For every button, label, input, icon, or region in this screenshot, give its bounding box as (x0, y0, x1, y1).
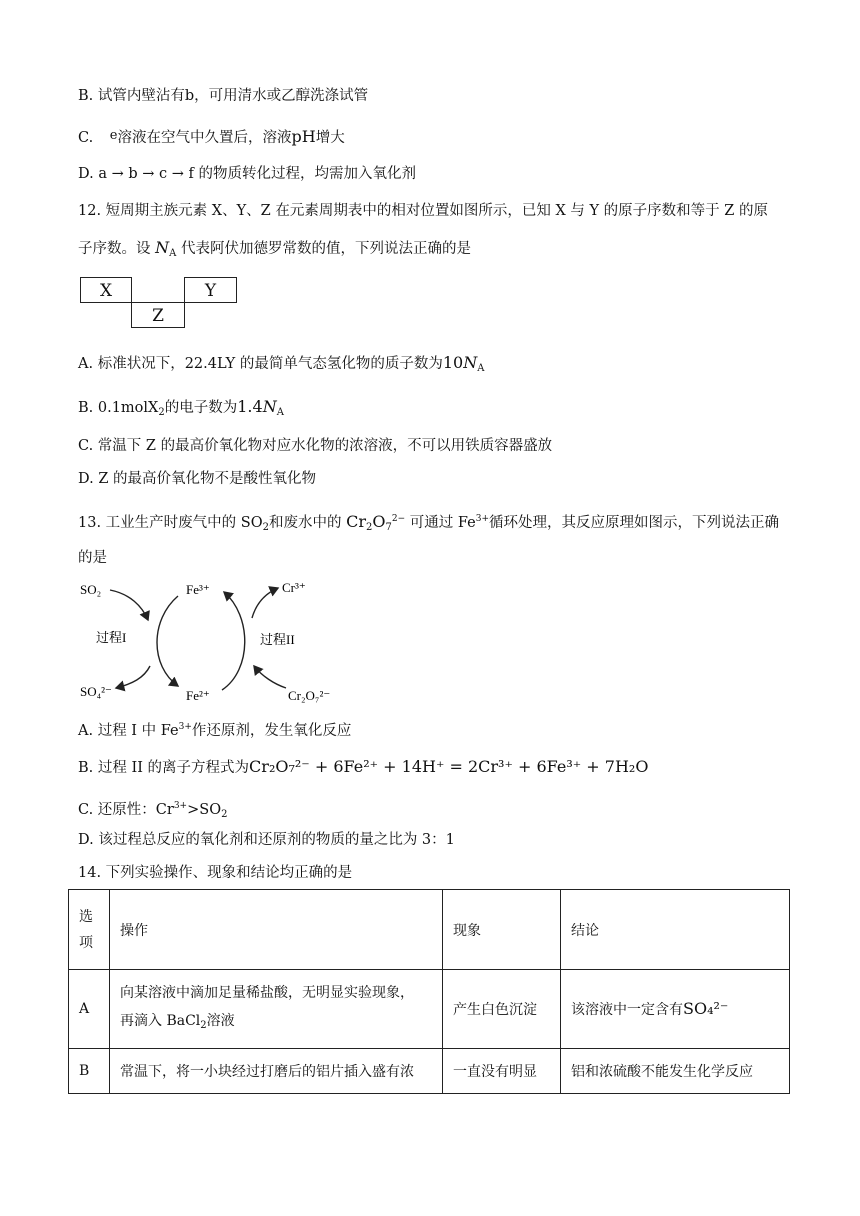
q11-option-c-ph: pH (291, 127, 316, 146)
row-b-conclusion: 铝和浓硫酸不能发生化学反应 (561, 1049, 790, 1094)
subscript: 2 (200, 1019, 207, 1031)
periodic-box-z: Z (131, 302, 185, 328)
arrow-so4-out (116, 666, 150, 688)
subscript: 2 (158, 407, 165, 418)
label-cr2o7: Cr₂O₇²⁻ (288, 688, 331, 703)
na-subscript: A (276, 407, 284, 418)
na-symbol: N (262, 397, 277, 416)
q11-option-d: D. a → b → c → f 的物质转化过程，均需加入氧化剂 (78, 166, 416, 182)
subscript: 2 (365, 522, 373, 533)
row-a-operation-line1: 向某溶液中滴加足量稀盐酸，无明显实验现象， (120, 984, 414, 1001)
q13-option-c-text: C. 还原性：Cr (78, 802, 174, 818)
q12-stem-text: 子序数。设 (78, 241, 151, 257)
q13-option-a-text: A. 过程 I 中 Fe (78, 723, 179, 739)
label-so4: SO₄²⁻ (80, 684, 112, 699)
label-process-1: 过程I (96, 630, 127, 645)
dichromate-formula (346, 512, 405, 531)
label-so2: SO₂ (80, 582, 102, 597)
arrow-fe3-to-fe2 (157, 596, 178, 686)
q12-stem-text-end: 代表阿伏加德罗常数的值，下列说法正确的是 (180, 241, 471, 257)
subscript: 2 (221, 809, 228, 820)
q11-option-c-label: C. (78, 130, 94, 146)
table-header-row (69, 890, 790, 970)
label-process-2: 过程II (260, 632, 295, 647)
row-a-label: A (69, 970, 110, 1049)
row-b-phenomenon: 一直没有明显 (443, 1049, 561, 1094)
row-a-phenomenon: 产生白色沉淀 (443, 970, 561, 1049)
label-fe2-bottom: Fe²⁺ (186, 688, 210, 703)
q12-option-a-number: 10 (442, 353, 464, 372)
superscript: 3+ (178, 722, 192, 732)
na-symbol: N (463, 353, 478, 372)
q13-option-b (78, 757, 648, 778)
row-a-operation-text: 再滴入 BaCl (120, 1012, 201, 1029)
q13-option-a (78, 717, 351, 741)
row-a-operation (110, 970, 443, 1049)
q12-option-b (78, 397, 284, 423)
header-option (69, 890, 110, 970)
ionic-equation: Cr₂O₇²⁻ + 6Fe²⁺ + 14H⁺ = 2Cr³⁺ + 6Fe³⁺ + 7H₂O (249, 757, 649, 776)
q13-stem-text-d: 循环处理，其反应原理如图示，下列说法正确 (489, 515, 779, 531)
arrow-so2-in (110, 590, 148, 620)
subscript: 7 (385, 522, 392, 533)
table-row (69, 1049, 790, 1094)
reaction-cycle-diagram (70, 570, 350, 710)
na-subscript: A (477, 363, 485, 374)
row-b-operation: 常温下，将一小块经过打磨后的铝片插入盛有浓 (110, 1049, 443, 1094)
q12-option-d: D. Z 的最高价氧化物不是酸性氧化物 (78, 471, 317, 487)
row-a-operation-end: 溶液 (206, 1012, 235, 1029)
q11-option-b: B. 试管内壁沾有b，可用清水或乙醇洗涤试管 (78, 88, 369, 104)
q12-option-a-text: A. 标准状况下，22.4LY 的最简单气态氢化物的质子数为 (78, 356, 443, 372)
q11-option-c (78, 126, 345, 148)
header-conclusion: 结论 (561, 890, 790, 970)
q12-option-a (78, 353, 484, 379)
table-row (69, 970, 790, 1049)
header-operation: 操作 (110, 890, 443, 970)
q11-option-c-end: 增大 (315, 130, 345, 146)
q11-option-c-text: 溶液在空气中久置后，溶液 (117, 130, 292, 146)
header-phenomenon: 现象 (443, 890, 561, 970)
arrow-cr2o7-in (254, 666, 286, 688)
q13-stem-text-b: 和废水中的 (268, 515, 342, 531)
row-a-operation-line2 (120, 1007, 432, 1040)
arrow-fe2-to-fe3 (222, 592, 245, 690)
label-fe3-top: Fe³⁺ (186, 582, 210, 597)
q11-option-c-e: e (109, 128, 118, 143)
header-option-char: 项 (79, 934, 93, 951)
q12-stem-line1: 12. 短周期主族元素 X、Y、Z 在元素周期表中的相对位置如图所示，已知 X 与 Y 的原子序数和等于 Z 的原 (78, 203, 768, 219)
na-subscript: A (169, 248, 177, 259)
q13-stem-line2: 的是 (78, 550, 107, 566)
q12-option-c: C. 常温下 Z 的最高价氧化物对应水化物的浓溶液，不可以用铁质容器盛放 (78, 438, 553, 454)
na-symbol: N (155, 238, 170, 257)
superscript: 3+ (475, 514, 489, 524)
q12-option-b-number: 1.4 (237, 397, 263, 416)
q13-option-b-text: B. 过程 II 的离子方程式为 (78, 760, 250, 776)
q13-stem-text-c: 可通过 Fe (409, 515, 476, 531)
q13-option-d: D. 该过程总反应的氧化剂和还原剂的物质的量之比为 3：1 (78, 832, 455, 848)
q14-stem: 14. 下列实验操作、现象和结论均正确的是 (78, 865, 353, 881)
superscript: 2− (391, 514, 406, 524)
row-a-conclusion (561, 970, 790, 1049)
q13-option-a-end: 作还原剂，发生氧化反应 (191, 723, 352, 739)
sulfate-formula: SO₄²⁻ (683, 999, 729, 1018)
q12-stem-line2 (78, 238, 471, 264)
row-a-conclusion-text: 该溶液中一定含有 (571, 1002, 683, 1018)
q12-option-b-mid: 的电子数为 (164, 400, 238, 416)
arrow-cr3-out (252, 588, 278, 618)
q13-stem-line1 (78, 509, 779, 538)
q13-stem-text: 13. 工业生产时废气中的 SO (78, 515, 263, 531)
periodic-box-x: X (80, 277, 132, 303)
experiment-table (68, 889, 790, 1094)
formula-o: O (372, 512, 386, 531)
periodic-box-y: Y (184, 277, 237, 303)
superscript: 3+ (173, 801, 188, 811)
subscript: 2 (262, 522, 269, 533)
label-cr3: Cr³⁺ (282, 580, 306, 595)
q13-option-c-mid: >SO (187, 802, 222, 818)
q12-option-b-text: B. 0.1molX (78, 400, 159, 416)
header-option-text (79, 904, 99, 956)
q13-option-c (78, 796, 227, 825)
formula-cr: Cr (346, 512, 366, 531)
row-b-label: B (69, 1049, 110, 1094)
header-option-char: 选 (79, 908, 93, 925)
